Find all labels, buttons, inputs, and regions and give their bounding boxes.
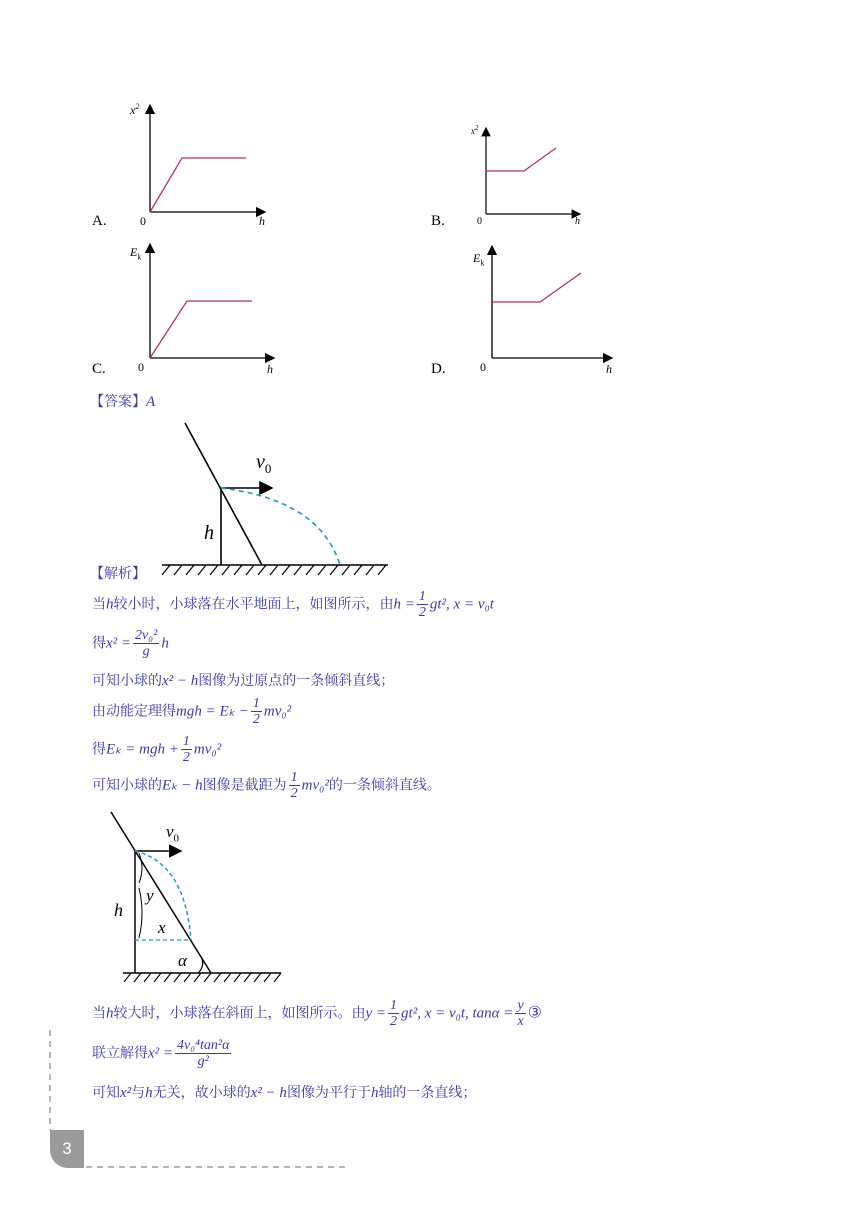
graph-b-curve bbox=[486, 148, 556, 171]
answer-value: A bbox=[146, 394, 156, 410]
graph-b-xlabel: h bbox=[575, 216, 580, 227]
figure-ground-projectile bbox=[150, 415, 400, 580]
graph-c bbox=[150, 244, 274, 358]
fig2-h-label: h bbox=[114, 900, 123, 920]
fig2-v0-label: $v_0$ bbox=[166, 822, 180, 845]
graph-c-curve bbox=[150, 301, 252, 358]
ground-hatching bbox=[162, 565, 386, 575]
answer-line bbox=[90, 391, 155, 411]
graph-b bbox=[486, 128, 580, 214]
graph-d bbox=[492, 246, 612, 358]
graph-a-curve bbox=[150, 158, 246, 212]
option-a-label[interactable]: A. bbox=[92, 213, 107, 229]
graph-a-ylabel: $x^2$ bbox=[130, 102, 140, 117]
graph-d-ylabel: $E_k$ bbox=[473, 251, 485, 268]
graph-b-ylabel: $x^2$ bbox=[471, 124, 479, 136]
graph-d-origin: 0 bbox=[480, 360, 486, 374]
incline-ground-hatching bbox=[124, 973, 281, 982]
option-graphs bbox=[0, 0, 868, 400]
analysis-tag: 【解析】 bbox=[90, 566, 146, 582]
analysis-line-4: 由动能定理得mgh = Eₖ − $\frac{1}{2}$ mv₀² bbox=[92, 696, 292, 727]
option-b-label[interactable]: B. bbox=[431, 213, 445, 229]
fig1-v0-label: $v_0$ bbox=[256, 451, 272, 476]
analysis-line-8: 联立解得x² = $\frac{\text{4v₀⁴tan²α}}{\text{g²}}$ bbox=[92, 1038, 230, 1069]
analysis-line-1: 当h较小时，小球落在水平地面上，如图所示，由h = $\frac{1}{2}$ gt², x = v₀t bbox=[92, 589, 494, 620]
analysis-line-9: 可知x²与h无关，故小球的x² − h图像为平行于h轴的一条直线； bbox=[92, 1085, 477, 1101]
graph-a bbox=[150, 105, 265, 212]
fig2-alpha-label: α bbox=[178, 951, 187, 970]
graph-c-xlabel: h bbox=[267, 362, 273, 376]
figure-incline-projectile bbox=[105, 808, 290, 983]
fig2-x-label: x bbox=[158, 918, 166, 937]
graph-d-curve bbox=[492, 273, 581, 302]
graph-c-origin: 0 bbox=[138, 360, 144, 374]
option-d-label[interactable]: D. bbox=[431, 361, 446, 377]
graph-b-origin: 0 bbox=[477, 216, 482, 227]
graph-a-xlabel: h bbox=[259, 214, 265, 228]
analysis-line-2: 得x² = $\frac{\text{2v₀²}}{g}$ h bbox=[92, 628, 169, 659]
graph-a-origin: 0 bbox=[140, 214, 146, 228]
analysis-line-3: 可知小球的x² − h图像为过原点的一条倾斜直线； bbox=[92, 673, 395, 689]
page-number: 3 bbox=[50, 1130, 84, 1168]
answer-tag: 【答案】 bbox=[90, 394, 146, 410]
fig2-y-label: y bbox=[146, 886, 154, 905]
fig1-h-label: h bbox=[204, 522, 214, 544]
option-c-label[interactable]: C. bbox=[92, 361, 106, 377]
analysis-line-7: 当h较大时，小球落在斜面上，如图所示。由y = $\frac{1}{2}$ gt², x = v₀t, tanα = $\frac{y}{x}$ ③ bbox=[92, 998, 542, 1029]
analysis-line-6: 可知小球的Eₖ − h图像是截距为 $\frac{1}{2}$ mv₀²的一条倾斜直线。 bbox=[92, 770, 441, 801]
analysis-line-5: 得Eₖ = mgh + $\frac{1}{2}$ mv₀² bbox=[92, 734, 222, 765]
graph-c-ylabel: $E_k$ bbox=[130, 245, 142, 262]
graph-d-xlabel: h bbox=[606, 362, 612, 376]
